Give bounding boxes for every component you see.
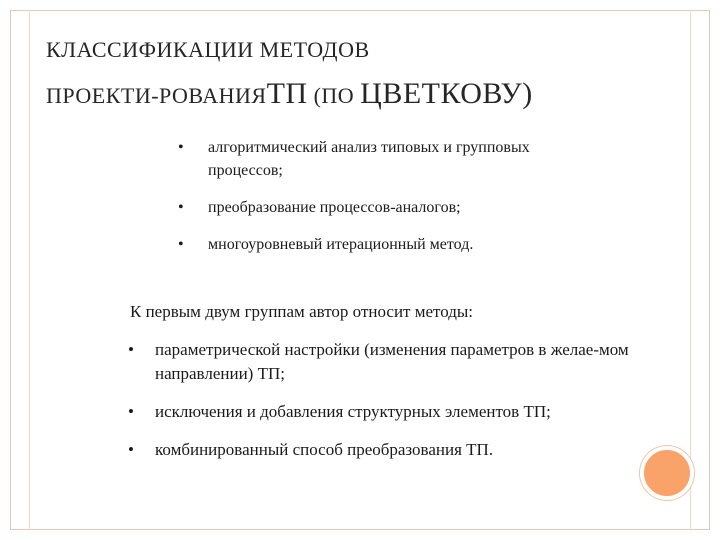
- list-item: [178, 233, 578, 256]
- list-item: [128, 400, 648, 424]
- list-item-text: алгоритмический анализ типовых и групповых процессов;: [208, 139, 530, 179]
- list-item-text: комбинированный способ преобразования ТП.: [155, 440, 494, 459]
- title-line-1: КЛАССИФИКАЦИИ МЕТОДОВ: [46, 37, 370, 62]
- method-classes-list: [178, 136, 578, 270]
- list-item-text: многоуровневый итерационный метод.: [208, 236, 474, 253]
- title-part-b: ТП: [266, 77, 308, 110]
- list-item-text: преобразование процессов-аналогов;: [208, 199, 461, 216]
- bullet-icon: •: [178, 139, 184, 156]
- slide-title: [46, 30, 646, 115]
- bullet-icon: •: [128, 440, 134, 459]
- bullet-icon: •: [128, 402, 134, 421]
- title-part-c: (ПО: [313, 83, 355, 108]
- bullet-icon: •: [178, 199, 184, 216]
- decorative-circle: [640, 446, 694, 500]
- left-rail-line: [29, 10, 30, 530]
- right-rail-line: [690, 10, 691, 530]
- list-item-text: исключения и добавления структурных элементов ТП;: [155, 402, 551, 421]
- bullet-icon: •: [178, 236, 184, 253]
- lead-paragraph: К первым двум группам автор относит методы:: [130, 302, 474, 321]
- title-part-a: ПРОЕКТИ-РОВАНИЯ: [46, 83, 267, 108]
- bullet-icon: •: [128, 340, 134, 359]
- title-part-d: ЦВЕТКОВУ): [360, 77, 533, 110]
- list-item: [178, 136, 578, 182]
- list-item: [128, 438, 648, 462]
- methods-list: [128, 338, 648, 476]
- title-line-2: [46, 75, 646, 115]
- list-item-text: параметрической настройки (изменения параметров в желае-мом направлении) ТП;: [155, 340, 629, 383]
- list-item: [128, 338, 648, 386]
- list-item: [178, 196, 578, 219]
